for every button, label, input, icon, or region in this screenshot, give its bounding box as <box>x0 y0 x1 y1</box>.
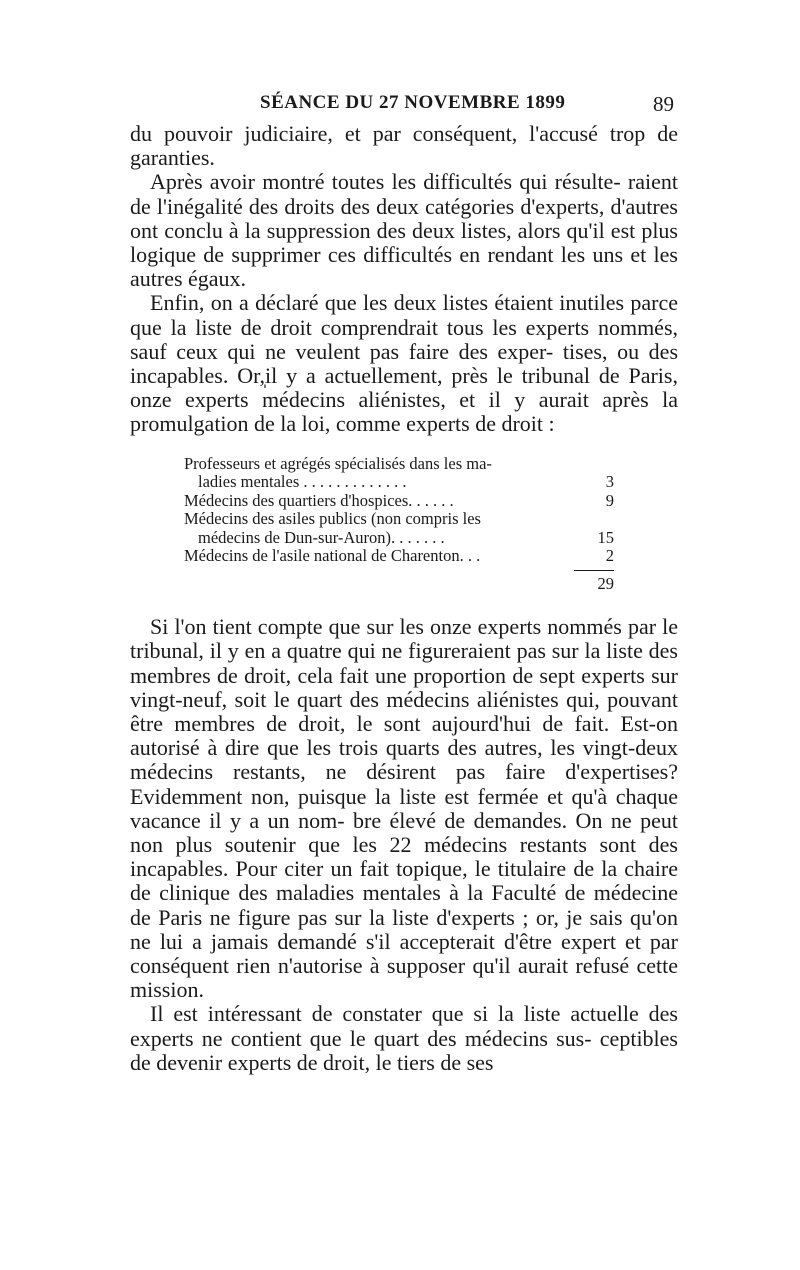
text-line: experts de droit : <box>406 411 555 437</box>
table-row-value: 3 <box>605 472 614 492</box>
text-line: qu'il aurait refusé cette mission. <box>130 952 678 1003</box>
text-line: tribunal de Paris, onze experts médecins aliénistes, et <box>130 363 678 413</box>
running-title: SÉANCE DU 27 NOVEMBRE 1899 <box>260 92 566 113</box>
paragraph <box>130 615 678 1002</box>
text-line: bre élevé de demandes. On ne peut non plus soutenir <box>130 807 678 857</box>
text-line: aujourd'hui de fait. Est-on autorisé à dire que les trois <box>130 710 678 761</box>
experts-table <box>184 455 614 594</box>
text-line: de garanties. <box>130 121 679 171</box>
text-line: tises, ou des incapables. Or,̩il y a actuellement, près le <box>130 338 679 389</box>
text-line: Après avoir montré toutes les difficultés qui résulte- <box>150 169 621 195</box>
paragraph <box>130 122 678 170</box>
paragraph <box>130 291 678 436</box>
body-text-before <box>130 122 678 437</box>
text-line: d'experts, d'autres ont conclu à la suppression des deux <box>130 193 678 243</box>
body-text-after <box>130 615 678 1075</box>
text-line: nommés, sauf ceux qui ne veulent pas faire des exper- <box>130 314 679 364</box>
table-row <box>184 455 614 474</box>
text-line: Enfin, on a déclaré que les deux listes étaient inutiles <box>150 290 625 316</box>
table-row <box>184 529 614 548</box>
paragraph <box>130 170 678 291</box>
text-line: expert et par conséquent rien n'autorise à supposer <box>130 928 679 978</box>
text-line: Si l'on tient compte que sur les onze experts nommés <box>150 614 622 640</box>
paragraph <box>130 1002 678 1075</box>
table-row <box>184 547 614 566</box>
text-line: la liste des membres de droit, cela fait une proportion <box>130 638 678 688</box>
table-row-value: 15 <box>597 527 614 547</box>
page-number: 89 <box>653 92 674 116</box>
text-line: parce que la liste de droit comprendrait tous les experts <box>130 290 678 340</box>
text-line: il y aurait après la promulgation de la loi, comme <box>130 387 679 437</box>
table-row-label: Médecins des quartiers d'hospices. . . . . . <box>184 490 454 510</box>
text-line: des maladies mentales à la Faculté de médecine de <box>130 880 679 930</box>
table-row-value <box>578 455 614 474</box>
table-row-label: médecins de Dun-sur-Auron). . . . . . . <box>198 527 445 547</box>
text-line: par le tribunal, il y en a quatre qui ne figureraient pas sur <box>130 614 679 664</box>
text-line: ceptibles de devenir experts de droit, le tiers de ses <box>130 1025 678 1075</box>
sum-rule <box>574 570 614 571</box>
text-line: des experts ne contient que le quart des médecins sus- <box>130 1001 678 1051</box>
table-row-value <box>578 510 614 529</box>
table-row <box>184 492 614 511</box>
text-line: raient de l'inégalité des droits des deux catégories <box>130 169 678 219</box>
text-line: aliénistes qui, pouvant être membres de droit, le sont <box>130 686 679 736</box>
table-row-value: 2 <box>605 546 614 566</box>
book-page <box>130 92 678 1075</box>
table-row-label: Médecins des asiles publics (non compris les <box>184 509 481 529</box>
text-line: qu'on ne lui a jamais demandé s'il accepterait d'être <box>130 904 679 954</box>
text-line: de sept experts sur vingt-neuf, soit le quart des médecins <box>130 662 678 712</box>
page-header <box>130 92 678 122</box>
text-line: Il est intéressant de constater que si la liste actuelle <box>150 1001 639 1027</box>
table-row <box>184 473 614 492</box>
table-row-label: Professeurs et agrégés spécialisés dans les ma- <box>184 453 492 473</box>
text-line: quarts des autres, les vingt-deux médecins restants, ne <box>130 735 679 785</box>
text-line: la liste est fermée et qu'à chaque vacance il y a un nom- <box>130 783 679 833</box>
text-line: listes, alors qu'il est plus logique de supprimer ces <box>130 217 678 268</box>
table-total: 29 <box>597 573 614 593</box>
text-line: difficultés en rendant les uns et les autres égaux. <box>130 242 678 292</box>
table-row <box>184 510 614 529</box>
text-line: désirent pas faire d'expertises? Evidemment non, puisque <box>130 759 678 809</box>
table-row-label: ladies mentales . . . . . . . . . . . . . <box>198 472 407 492</box>
text-line: citer un fait topique, le titulaire de la chaire de clinique <box>130 856 678 906</box>
table-row-label: Médecins de l'asile national de Charenton. . . <box>184 546 481 566</box>
text-line: du pouvoir judiciaire, et par conséquent, l'accusé trop <box>130 121 646 146</box>
text-line: que les 22 médecins restants sont des incapables. Pour <box>130 831 678 882</box>
table-row-value: 9 <box>605 490 614 510</box>
text-line: Paris ne figure pas sur la liste d'experts ; or, je sais <box>158 904 623 930</box>
